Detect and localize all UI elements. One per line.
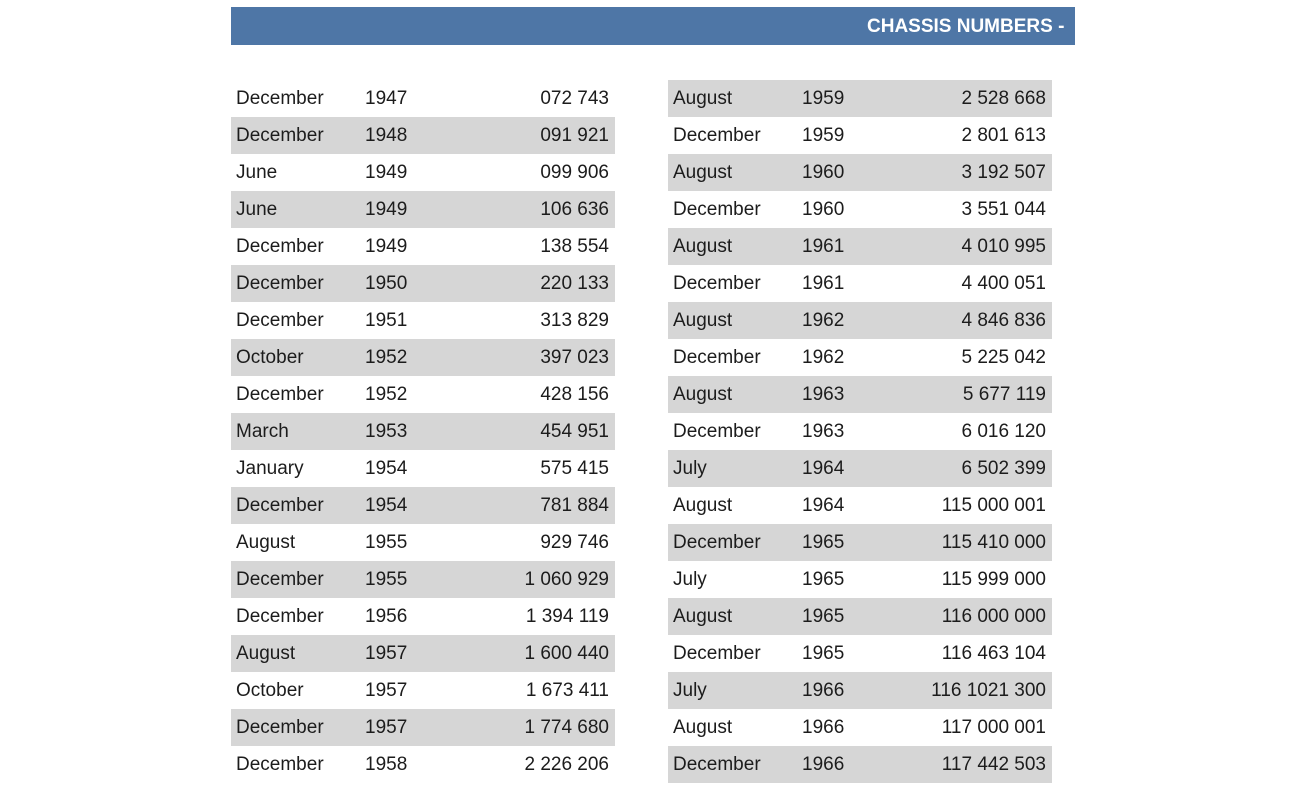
table-row xyxy=(231,376,615,413)
year-cell: 1954 xyxy=(365,495,408,516)
chassis-number-cell: 4 010 995 xyxy=(961,236,1046,257)
table-row xyxy=(668,154,1052,191)
chassis-number-cell: 5 677 119 xyxy=(962,384,1046,405)
table-row xyxy=(231,302,615,339)
year-cell: 1963 xyxy=(802,384,845,405)
month-cell: December xyxy=(673,347,761,368)
table-row xyxy=(668,413,1052,450)
table-row xyxy=(668,80,1052,117)
month-cell: October xyxy=(236,680,304,701)
year-cell: 1952 xyxy=(365,384,408,405)
year-cell: 1966 xyxy=(802,680,845,701)
table-row xyxy=(668,524,1052,561)
chassis-number-cell: 117 442 503 xyxy=(941,754,1046,775)
year-cell: 1965 xyxy=(802,606,845,627)
chassis-number-cell: 3 192 507 xyxy=(961,162,1046,183)
year-cell: 1957 xyxy=(365,717,408,738)
table-row xyxy=(231,487,615,524)
table-row xyxy=(231,561,615,598)
year-cell: 1958 xyxy=(365,754,408,775)
month-cell: December xyxy=(236,310,324,331)
header-bar xyxy=(231,7,1075,45)
year-cell: 1959 xyxy=(802,88,845,109)
month-cell: December xyxy=(236,717,324,738)
chassis-number-cell: 2 801 613 xyxy=(961,125,1046,146)
year-cell: 1965 xyxy=(802,532,845,553)
month-cell: August xyxy=(673,384,733,405)
month-cell: December xyxy=(236,569,324,590)
chassis-number-cell: 428 156 xyxy=(540,384,609,405)
year-cell: 1950 xyxy=(365,273,408,294)
chassis-number-cell: 313 829 xyxy=(540,310,609,331)
table-row xyxy=(231,191,615,228)
year-cell: 1962 xyxy=(802,347,845,368)
year-cell: 1953 xyxy=(365,421,408,442)
table-row xyxy=(231,413,615,450)
table-row xyxy=(231,265,615,302)
month-cell: December xyxy=(673,125,761,146)
year-cell: 1954 xyxy=(365,458,408,479)
year-cell: 1948 xyxy=(365,125,408,146)
table-row xyxy=(668,265,1052,302)
month-cell: March xyxy=(236,421,289,442)
chassis-number-cell: 6 502 399 xyxy=(961,458,1046,479)
table-row xyxy=(668,228,1052,265)
month-cell: December xyxy=(236,125,324,146)
table-row xyxy=(231,450,615,487)
year-cell: 1956 xyxy=(365,606,408,627)
chassis-number-cell: 575 415 xyxy=(540,458,609,479)
table-row xyxy=(668,191,1052,228)
month-cell: December xyxy=(673,421,761,442)
table-row xyxy=(231,339,615,376)
chassis-number-cell: 6 016 120 xyxy=(961,421,1046,442)
month-cell: December xyxy=(673,643,761,664)
table-row xyxy=(668,561,1052,598)
month-cell: July xyxy=(673,458,707,479)
month-cell: October xyxy=(236,347,304,368)
chassis-number-cell: 2 528 668 xyxy=(961,88,1046,109)
month-cell: August xyxy=(673,606,733,627)
year-cell: 1949 xyxy=(365,236,408,257)
month-cell: December xyxy=(673,199,761,220)
table-row xyxy=(231,228,615,265)
chassis-table-left xyxy=(231,80,615,783)
table-row xyxy=(668,598,1052,635)
month-cell: December xyxy=(236,495,324,516)
table-row xyxy=(231,598,615,635)
chassis-number-cell: 4 846 836 xyxy=(961,310,1046,331)
table-row xyxy=(668,709,1052,746)
chassis-number-cell: 929 746 xyxy=(540,532,609,553)
table-row xyxy=(668,487,1052,524)
table-row xyxy=(668,635,1052,672)
month-cell: August xyxy=(673,310,733,331)
table-row xyxy=(231,117,615,154)
table-row xyxy=(231,709,615,746)
table-row xyxy=(668,339,1052,376)
month-cell: August xyxy=(673,88,733,109)
month-cell: December xyxy=(236,606,324,627)
table-row xyxy=(668,117,1052,154)
chassis-number-cell: 1 673 411 xyxy=(525,680,609,701)
chassis-number-cell: 220 133 xyxy=(540,273,609,294)
chassis-number-cell: 116 000 000 xyxy=(941,606,1046,627)
month-cell: December xyxy=(236,236,324,257)
year-cell: 1961 xyxy=(802,236,845,257)
chassis-number-cell: 138 554 xyxy=(540,236,609,257)
chassis-number-cell: 099 906 xyxy=(540,162,609,183)
year-cell: 1965 xyxy=(802,569,845,590)
year-cell: 1964 xyxy=(802,495,845,516)
month-cell: June xyxy=(236,199,278,220)
chassis-number-cell: 115 410 000 xyxy=(941,532,1046,553)
year-cell: 1957 xyxy=(365,680,408,701)
table-row xyxy=(231,635,615,672)
chassis-number-cell: 1 060 929 xyxy=(524,569,609,590)
table-row xyxy=(231,524,615,561)
chassis-number-cell: 115 999 000 xyxy=(941,569,1046,590)
month-cell: July xyxy=(673,680,707,701)
year-cell: 1960 xyxy=(802,199,845,220)
year-cell: 1962 xyxy=(802,310,845,331)
year-cell: 1961 xyxy=(802,273,845,294)
month-cell: June xyxy=(236,162,278,183)
table-row xyxy=(668,746,1052,783)
month-cell: August xyxy=(673,236,733,257)
chassis-number-cell: 5 225 042 xyxy=(961,347,1046,368)
year-cell: 1952 xyxy=(365,347,408,368)
month-cell: December xyxy=(673,532,761,553)
chassis-number-cell: 117 000 001 xyxy=(941,717,1046,738)
year-cell: 1960 xyxy=(802,162,845,183)
month-cell: August xyxy=(236,643,296,664)
year-cell: 1959 xyxy=(802,125,845,146)
chassis-number-cell: 454 951 xyxy=(540,421,609,442)
year-cell: 1951 xyxy=(365,310,408,331)
chassis-number-cell: 781 884 xyxy=(540,495,609,516)
year-cell: 1955 xyxy=(365,569,408,590)
chassis-number-cell: 106 636 xyxy=(540,199,609,220)
year-cell: 1966 xyxy=(802,717,845,738)
chassis-number-cell: 4 400 051 xyxy=(961,273,1046,294)
table-row xyxy=(668,450,1052,487)
table-row xyxy=(668,376,1052,413)
chassis-number-cell: 116 463 104 xyxy=(941,643,1046,664)
year-cell: 1949 xyxy=(365,162,408,183)
table-row xyxy=(231,80,615,117)
month-cell: December xyxy=(236,384,324,405)
year-cell: 1963 xyxy=(802,421,845,442)
year-cell: 1966 xyxy=(802,754,845,775)
year-cell: 1955 xyxy=(365,532,408,553)
chassis-number-cell: 2 226 206 xyxy=(524,754,609,775)
month-cell: December xyxy=(673,273,761,294)
month-cell: August xyxy=(673,495,733,516)
chassis-number-cell: 072 743 xyxy=(540,88,609,109)
month-cell: July xyxy=(673,569,707,590)
month-cell: December xyxy=(236,754,324,775)
chassis-number-cell: 091 921 xyxy=(540,125,609,146)
month-cell: August xyxy=(673,162,733,183)
chassis-number-cell: 1 600 440 xyxy=(524,643,609,664)
month-cell: August xyxy=(236,532,296,553)
table-row xyxy=(231,154,615,191)
chassis-number-cell: 3 551 044 xyxy=(961,199,1046,220)
header-title: CHASSIS NUMBERS - xyxy=(867,16,1065,37)
year-cell: 1949 xyxy=(365,199,408,220)
chassis-number-cell: 397 023 xyxy=(540,347,609,368)
chassis-number-cell: 115 000 001 xyxy=(941,495,1046,516)
chassis-number-cell: 1 774 680 xyxy=(524,717,609,738)
table-row xyxy=(668,672,1052,709)
chassis-number-cell: 116 1021 300 xyxy=(931,680,1046,701)
chassis-number-cell: 1 394 119 xyxy=(525,606,609,627)
month-cell: December xyxy=(673,754,761,775)
chassis-table-right xyxy=(668,80,1052,783)
year-cell: 1957 xyxy=(365,643,408,664)
month-cell: August xyxy=(673,717,733,738)
month-cell: January xyxy=(236,458,304,479)
month-cell: December xyxy=(236,273,324,294)
year-cell: 1947 xyxy=(365,88,408,109)
year-cell: 1965 xyxy=(802,643,845,664)
month-cell: December xyxy=(236,88,324,109)
table-row xyxy=(231,746,615,783)
year-cell: 1964 xyxy=(802,458,845,479)
table-row xyxy=(231,672,615,709)
table-row xyxy=(668,302,1052,339)
